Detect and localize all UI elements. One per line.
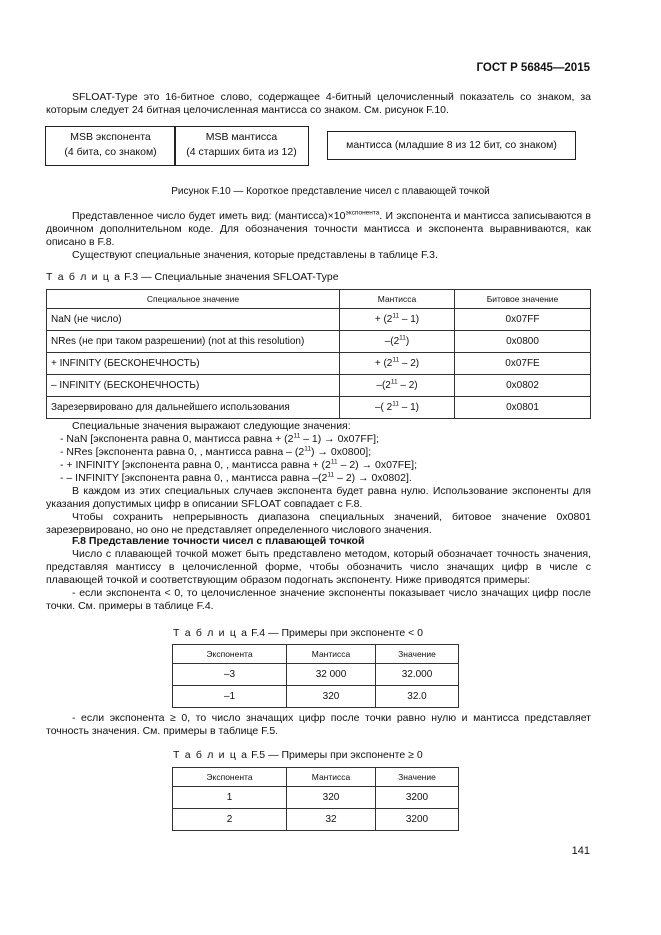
table5-cell-value: 3200: [376, 787, 459, 809]
table3: [46, 289, 591, 419]
figure-box-msb-exponent-line2: (4 бита, со знаком): [64, 146, 157, 158]
special-item-post: – 2) → 0x07FE];: [337, 459, 418, 471]
table4-cell-value: 32.000: [376, 664, 459, 686]
table5-label: Т а б л и ц а: [173, 749, 249, 761]
table4-cell-mantissa: 320: [287, 686, 376, 708]
section-paragraph: Число с плавающей точкой может быть представлено методом, который обозначает точность значения, представляя мантиссу в целочисленной форме, чтобы обозначить число значащих цифр в числе с плавающей точкой и соответствующим образом подогнать экспоненту. Ниже приводятся примеры:: [46, 548, 591, 586]
standard-code: ГОСТ Р 56845—2015: [476, 62, 590, 74]
special-item-pre: - + INFINITY [экспонента равна 0, , мантисса равна + (2: [60, 459, 331, 471]
figure-box-msb-mantissa-line1: MSB мантисса: [205, 131, 278, 143]
special-item-sup: 11: [330, 458, 338, 466]
special-item-post: – 1) → 0x07FF];: [300, 433, 379, 445]
table3-cell-bits: 0x0801: [455, 397, 591, 419]
table3-cell-mantissa-sup: 11: [390, 378, 398, 386]
table3-cell-bits: 0x07FE: [455, 353, 591, 375]
table3-cell-name: NRes (не при таком разрешении) (not at this resolution): [47, 331, 340, 353]
section-item-negative: - если экспонента < 0, то целочисленное значение экспоненты показывает число значащих цифр после точки. См. примеры в таблице F.4.: [46, 587, 591, 612]
table4-header-mantissa: Мантисса: [287, 645, 376, 664]
table3-cell-mantissa-sup: 11: [392, 400, 399, 408]
table3-caption: [46, 271, 339, 283]
table3-cell-mantissa-pre: –(2: [376, 380, 391, 391]
table4-title: F.4 — Примеры при экспоненте < 0: [251, 627, 424, 639]
table5-cell-value: 3200: [376, 809, 459, 831]
special-item: [46, 459, 591, 472]
representation-text-a: Представленное число будет иметь вид: (мантисса)×10: [72, 210, 346, 222]
table-row: [47, 331, 591, 353]
special-values-intro: Специальные значения выражают следующие значения:: [72, 420, 351, 432]
table-row: [173, 787, 459, 809]
table5-title: F.5 — Примеры при экспоненте ≥ 0: [251, 749, 423, 761]
table5-cell-mantissa: 320: [287, 787, 376, 809]
special-item-sup: 11: [327, 471, 335, 479]
special-item: [46, 433, 591, 446]
table3-header-bits: Битовое значение: [455, 290, 591, 309]
figure-box-mantissa-low: [327, 131, 576, 160]
special-item-post: ) → 0x0800];: [311, 446, 372, 458]
table3-cell-name: Зарезервировано для дальнейшего использования: [47, 397, 340, 419]
table3-cell-mantissa-pre: + (2: [374, 358, 393, 369]
section-f8: [46, 535, 591, 613]
table3-cell-mantissa-sup: 11: [392, 356, 400, 364]
table3-cell-name: – INFINITY (БЕСКОНЕЧНОСТЬ): [47, 375, 340, 397]
table3-label: Т а б л и ц а: [46, 271, 122, 283]
table4: [172, 644, 459, 708]
table-row: [47, 375, 591, 397]
table4-caption: [173, 627, 423, 639]
table5-header-mantissa: Мантисса: [287, 768, 376, 787]
table3-cell-mantissa-pre: + (2: [374, 314, 393, 325]
figure-box-msb-mantissa: [174, 126, 309, 166]
special-item-sup: 11: [293, 432, 301, 440]
table-row: [47, 353, 591, 375]
table3-cell-mantissa: [340, 353, 455, 375]
table4-label: Т а б л и ц а: [173, 627, 249, 639]
table3-cell-bits: 0x0800: [455, 331, 591, 353]
table3-cell-mantissa-post: – 2): [399, 358, 420, 369]
table5-cell-mantissa: 32: [287, 809, 376, 831]
table3-cell-name: NaN (не число): [47, 309, 340, 331]
figure-box-mantissa-low-text: мантисса (младшие 8 из 12 бит, со знаком): [346, 139, 557, 151]
table4-cell-mantissa: 32 000: [287, 664, 376, 686]
table-row: [173, 809, 459, 831]
representation-paragraph: [46, 210, 591, 249]
table5-header-row: [173, 768, 459, 787]
figure-box-msb-exponent-line1: MSB экспонента: [70, 131, 151, 143]
table-row: [173, 686, 459, 708]
table4-cell-value: 32.0: [376, 686, 459, 708]
intro-paragraph: SFLOAT-Type это 16-битное слово, содержащее 4-битный целочисленный показатель со знаком, за которым следует 24 битная целочисленная мантисса со знаком. См. рисунок F.10.: [46, 91, 591, 116]
table-row: [173, 664, 459, 686]
table5: [172, 767, 459, 831]
table3-cell-mantissa-post: ): [405, 336, 410, 347]
table3-header-mantissa: Мантисса: [340, 290, 455, 309]
special-item-pre: - NaN [экспонента равна 0, мантисса равна + (2: [60, 433, 294, 445]
table3-cell-mantissa-pre: –( 2: [375, 402, 393, 413]
table3-cell-mantissa: [340, 397, 455, 419]
table3-cell-bits: 0x07FF: [455, 309, 591, 331]
table3-title: F.3 — Специальные значения SFLOAT-Type: [124, 271, 339, 283]
table5-cell-exponent: 2: [173, 809, 287, 831]
special-values-ref-paragraph: Существуют специальные значения, которые представлены в таблице F.3.: [72, 249, 438, 261]
special-item-post: – 2) → 0x0802].: [334, 472, 412, 484]
section-item-nonnegative: - если экспонента ≥ 0, то число значащих цифр после точки равно нулю и мантисса представляет точность значения. См. примеры в таблице F.5.: [46, 712, 591, 737]
table-row: [47, 397, 591, 419]
table5-caption: [173, 749, 423, 761]
table3-cell-mantissa-sup: 11: [399, 334, 406, 342]
page-number: 141: [571, 845, 590, 857]
table3-cell-mantissa: [340, 331, 455, 353]
table3-cell-mantissa-sup: 11: [392, 312, 400, 320]
special-item-pre: - NRes [экспонента равна 0, , мантисса равна – (2: [60, 446, 305, 458]
table4-cell-exponent: –3: [173, 664, 287, 686]
representation-text-b: . И экспонента и мантисса записываются в двоичном дополнительном коде. Для обозначения точности мантисса и экспонента выравниваются, как описано в F.8.: [46, 210, 591, 248]
table4-header-row: [173, 645, 459, 664]
special-item-sup: 11: [304, 445, 311, 453]
figure-box-msb-exponent: [45, 126, 176, 166]
special-item: [46, 446, 591, 459]
table4-header-value: Значение: [376, 645, 459, 664]
table3-cell-mantissa: [340, 375, 455, 397]
special-values-para-a: В каждом из этих специальных случаев экспонента будет равна нулю. Использование экспоненты для указания допустимых цифр в описании SFLOAT совпадает с F.8.: [46, 485, 591, 510]
special-values-para-b: Чтобы сохранить непрерывность диапазона специальных значений, битовое значение 0x0801 зарезервировано, но оно не представляет определенного числового значения.: [46, 511, 591, 536]
table3-cell-mantissa: [340, 309, 455, 331]
table3-header-special: Специальное значение: [47, 290, 340, 309]
table4-cell-exponent: –1: [173, 686, 287, 708]
table3-cell-mantissa-pre: –(2: [384, 336, 400, 347]
representation-sup: экспонента: [345, 209, 380, 217]
table3-cell-bits: 0x0802: [455, 375, 591, 397]
table5-cell-exponent: 1: [173, 787, 287, 809]
special-item: [46, 472, 591, 485]
table3-cell-mantissa-post: – 1): [398, 402, 419, 413]
table3-header-row: [47, 290, 591, 309]
table5-header-exponent: Экспонента: [173, 768, 287, 787]
table3-cell-name: + INFINITY (БЕСКОНЕЧНОСТЬ): [47, 353, 340, 375]
special-item-pre: - – INFINITY [экспонента равна 0, , мантисса равна –(2: [60, 472, 328, 484]
figure-caption: Рисунок F.10 — Короткое представление чисел с плавающей точкой: [171, 186, 490, 197]
table-row: [47, 309, 591, 331]
figure-box-msb-mantissa-line2: (4 старших бита из 12): [186, 146, 297, 158]
table3-cell-mantissa-post: – 1): [399, 314, 420, 325]
section-heading: F.8 Представление точности чисел с плавающей точкой: [72, 535, 365, 547]
table5-header-value: Значение: [376, 768, 459, 787]
table4-header-exponent: Экспонента: [173, 645, 287, 664]
special-values-block: [46, 420, 591, 537]
table3-cell-mantissa-post: – 2): [397, 380, 418, 391]
